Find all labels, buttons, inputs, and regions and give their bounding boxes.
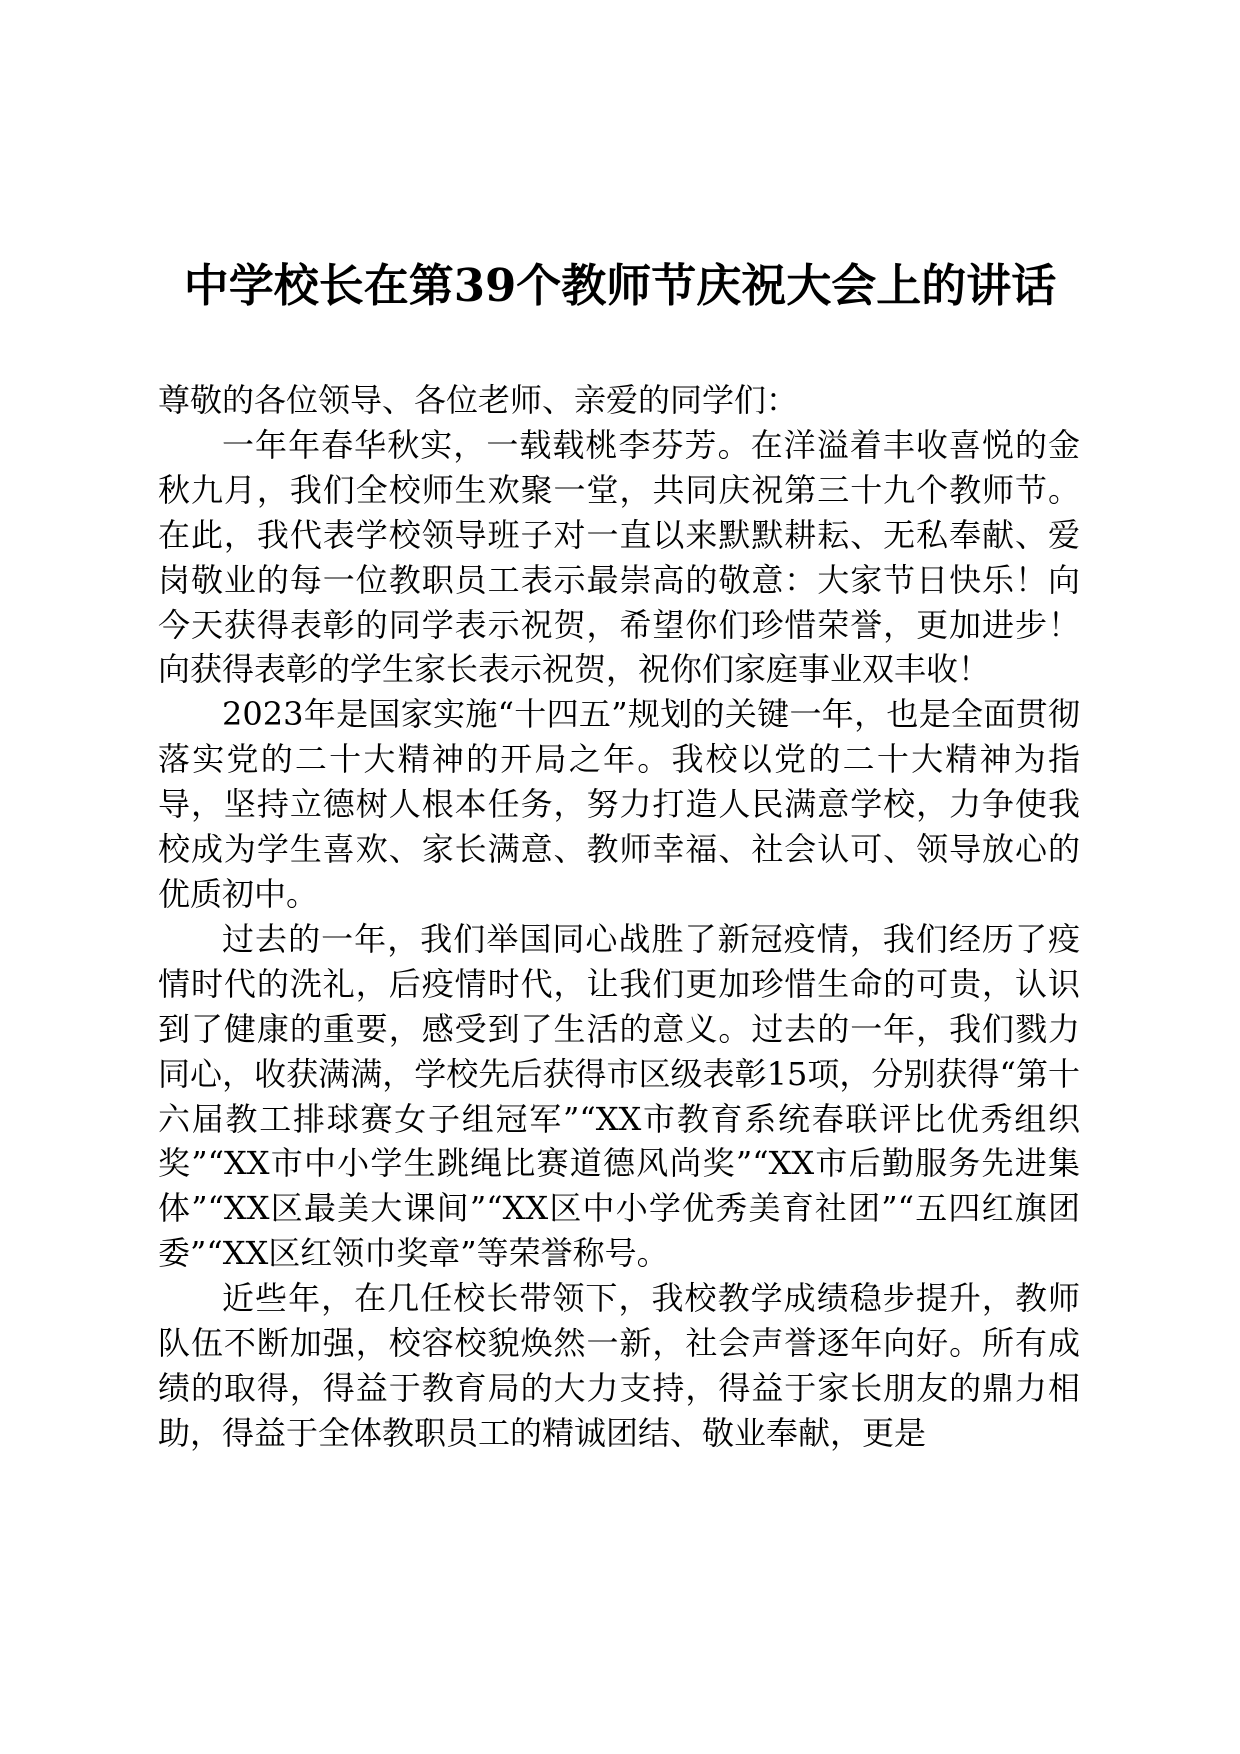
document-title: 中学校长在第39个教师节庆祝大会上的讲话	[183, 259, 1057, 312]
paragraph-1: 一年年春华秋实，一载载桃李芬芳。在洋溢着丰收喜悦的金秋九月，我们全校师生欢聚一堂，共同庆祝第三十九个教师节。在此，我代表学校领导班子对一直以来默默耕耘、无私奉献、爱岗敬业的每一位教职员工表示最崇高的敬意：大家节日快乐！向今天获得表彰的同学表示祝贺，希望你们珍惜荣誉，更加进步！向获得表彰的学生家长表示祝贺，祝你们家庭事业双丰收！	[158, 425, 1080, 689]
document-body	[158, 378, 1080, 1456]
paragraph-2: 2023年是国家实施“十四五”规划的关键一年，也是全面贯彻落实党的二十大精神的开局之年。我校以党的二十大精神为指导，坚持立德树人根本任务，努力打造人民满意学校，力争使我校成为学生喜欢、家长满意、教师幸福、社会认可、领导放心的优质初中。	[158, 695, 1080, 913]
paragraph-3: 过去的一年，我们举国同心战胜了新冠疫情，我们经历了疫情时代的洗礼，后疫情时代，让我们更加珍惜生命的可贵，认识到了健康的重要，感受到了生活的意义。过去的一年，我们戮力同心，收获满满，学校先后获得市区级表彰15项，分别获得“第十六届教工排球赛女子组冠军”“XX市教育系统春联评比优秀组织奖”“XX市中小学生跳绳比赛道德风尚奖”“XX市后勤服务先进集体”“XX区最美大课间”“XX区中小学优秀美育社团”“五四红旗团委”“XX区红领巾奖章”等荣誉称号。	[158, 919, 1080, 1273]
paragraph-4: 近些年，在几任校长带领下，我校教学成绩稳步提升，教师队伍不断加强，校容校貌焕然一新，社会声誉逐年向好。所有成绩的取得，得益于教育局的大力支持，得益于家长朋友的鼎力相助，得益于全体教职员工的精诚团结、敬业奉献，更是	[158, 1279, 1080, 1452]
salutation: 尊敬的各位领导、各位老师、亲爱的同学们：	[158, 381, 799, 419]
